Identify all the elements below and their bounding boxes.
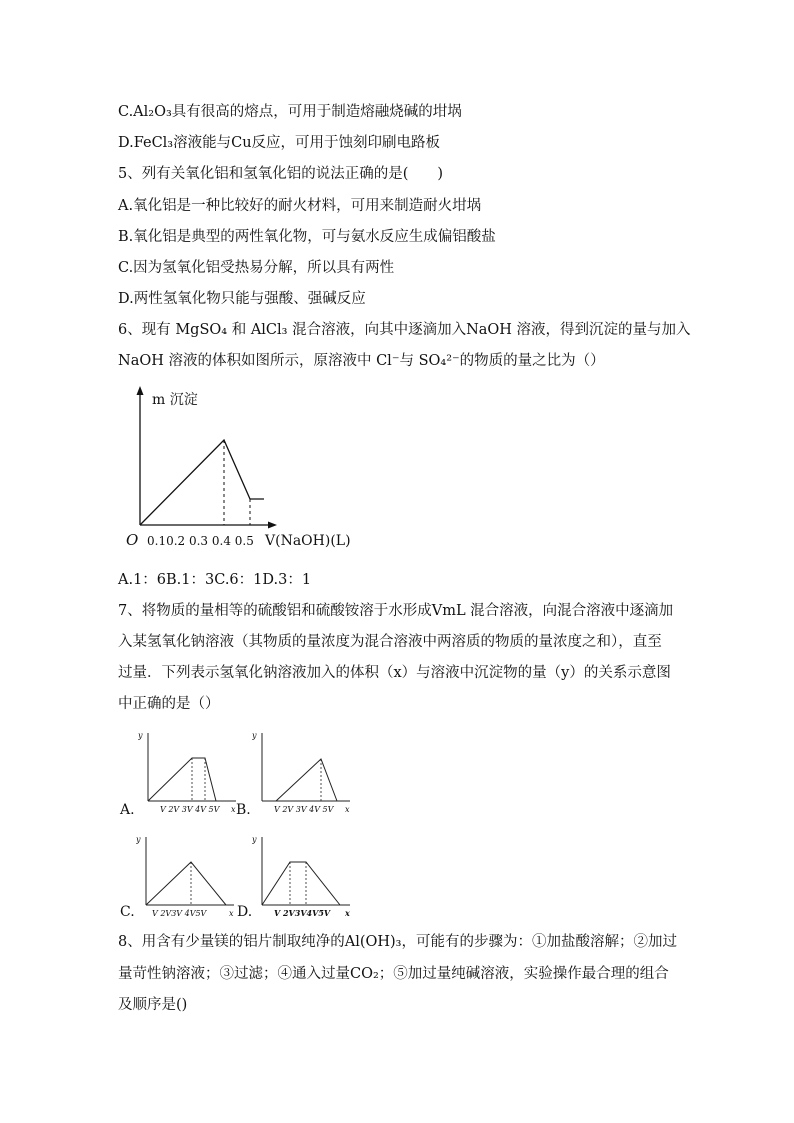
graph-b [252, 728, 356, 818]
svg-text:y: y [252, 731, 257, 740]
precipitate-graph [118, 382, 368, 554]
svg-text:V 2V3V 4V5V: V 2V3V 4V5V [152, 909, 207, 918]
svg-text:V 2V3V4V5V: V 2V3V4V5V [274, 908, 331, 918]
origin-label: O [126, 531, 139, 549]
x-axis-arrow [268, 522, 277, 529]
graph-a [138, 728, 242, 818]
graph-c [136, 830, 240, 920]
option-b: B.氧化铝是典型的两性氧化物，可与氨水反应生成偏铝酸盐 [118, 229, 496, 245]
svg-text:y: y [252, 835, 257, 844]
question-8: 8、用含有少量镁的铝片制取纯净的Al(OH)₃，可能有的步骤为：①加盐酸溶解；②加过 [118, 934, 677, 950]
svg-text:x: x [345, 908, 350, 918]
question-6-cont: NaOH 溶液的体积如图所示，原溶液中 Cl⁻与 SO₄²⁻的物质的量之比为（） [118, 353, 605, 369]
option-a: A.氧化铝是一种比较好的耐火材料，可用来制造耐火坩埚 [118, 198, 482, 214]
option-d: D.两性氢氧化物只能与强酸、强碱反应 [118, 291, 366, 307]
y-label: m 沉淀 [152, 392, 198, 408]
question-7-cont: 过量．下列表示氢氧化钠溶液加入的体积（x）与溶液中沉淀物的量（y）的关系示意图 [118, 665, 671, 681]
option-d-label: D. [237, 904, 253, 920]
svg-text:x: x [229, 909, 234, 918]
curve [140, 440, 264, 525]
svg-text:V 2V 3V 4V 5V: V 2V 3V 4V 5V [274, 805, 334, 814]
option-b-label: B. [236, 802, 251, 818]
question-5: 5、列有关氧化铝和氢氧化铝的说法正确的是( ) [118, 166, 444, 182]
svg-text:y: y [138, 731, 143, 740]
question-6: 6、现有 MgSO₄ 和 AlCl₃ 混合溶液，向其中逐滴加入NaOH 溶液，得到沉淀的量与加入 [118, 322, 691, 338]
x-label: V(NaOH)(L) [265, 533, 351, 549]
svg-text:y: y [136, 835, 141, 844]
question-8-cont: 及顺序是() [118, 997, 188, 1013]
question-7: 7、将物质的量相等的硫酸铝和硫酸铵溶于水形成VmL 混合溶液，向混合溶液中逐滴加 [118, 603, 674, 619]
question-7-cont: 中正确的是（） [118, 696, 220, 712]
svg-text:x: x [345, 805, 350, 814]
svg-text:V 2V 3V 4V 5V: V 2V 3V 4V 5V [160, 805, 220, 814]
text-line: D.FeCl₃溶液能与Cu反应，可用于蚀刻印刷电路板 [118, 135, 441, 151]
y-axis-arrow [137, 386, 144, 395]
option-c-label: C. [120, 904, 135, 920]
question-7-cont: 入某氢氧化钠溶液（其物质的量浓度为混合溶液中两溶质的物质的量浓度之和），直至 [118, 634, 662, 650]
option-a-label: A. [120, 802, 135, 818]
graph-d [252, 830, 358, 920]
question-8-cont: 量苛性钠溶液；③过滤；④通入过量CO₂；⑤加过量纯碱溶液，实验操作最合理的组合 [118, 966, 669, 982]
svg-text:x: x [231, 805, 236, 814]
option-c: C.因为氢氧化铝受热易分解，所以具有两性 [118, 260, 395, 276]
text-line: C.Al₂O₃具有很高的熔点，可用于制造熔融烧碱的坩埚 [118, 104, 462, 120]
answer-options-6: A.1：6B.1：3C.6：1D.3：1 [118, 572, 312, 588]
x-ticks: 0.10.2 0.3 0.4 0.5 [147, 534, 254, 548]
